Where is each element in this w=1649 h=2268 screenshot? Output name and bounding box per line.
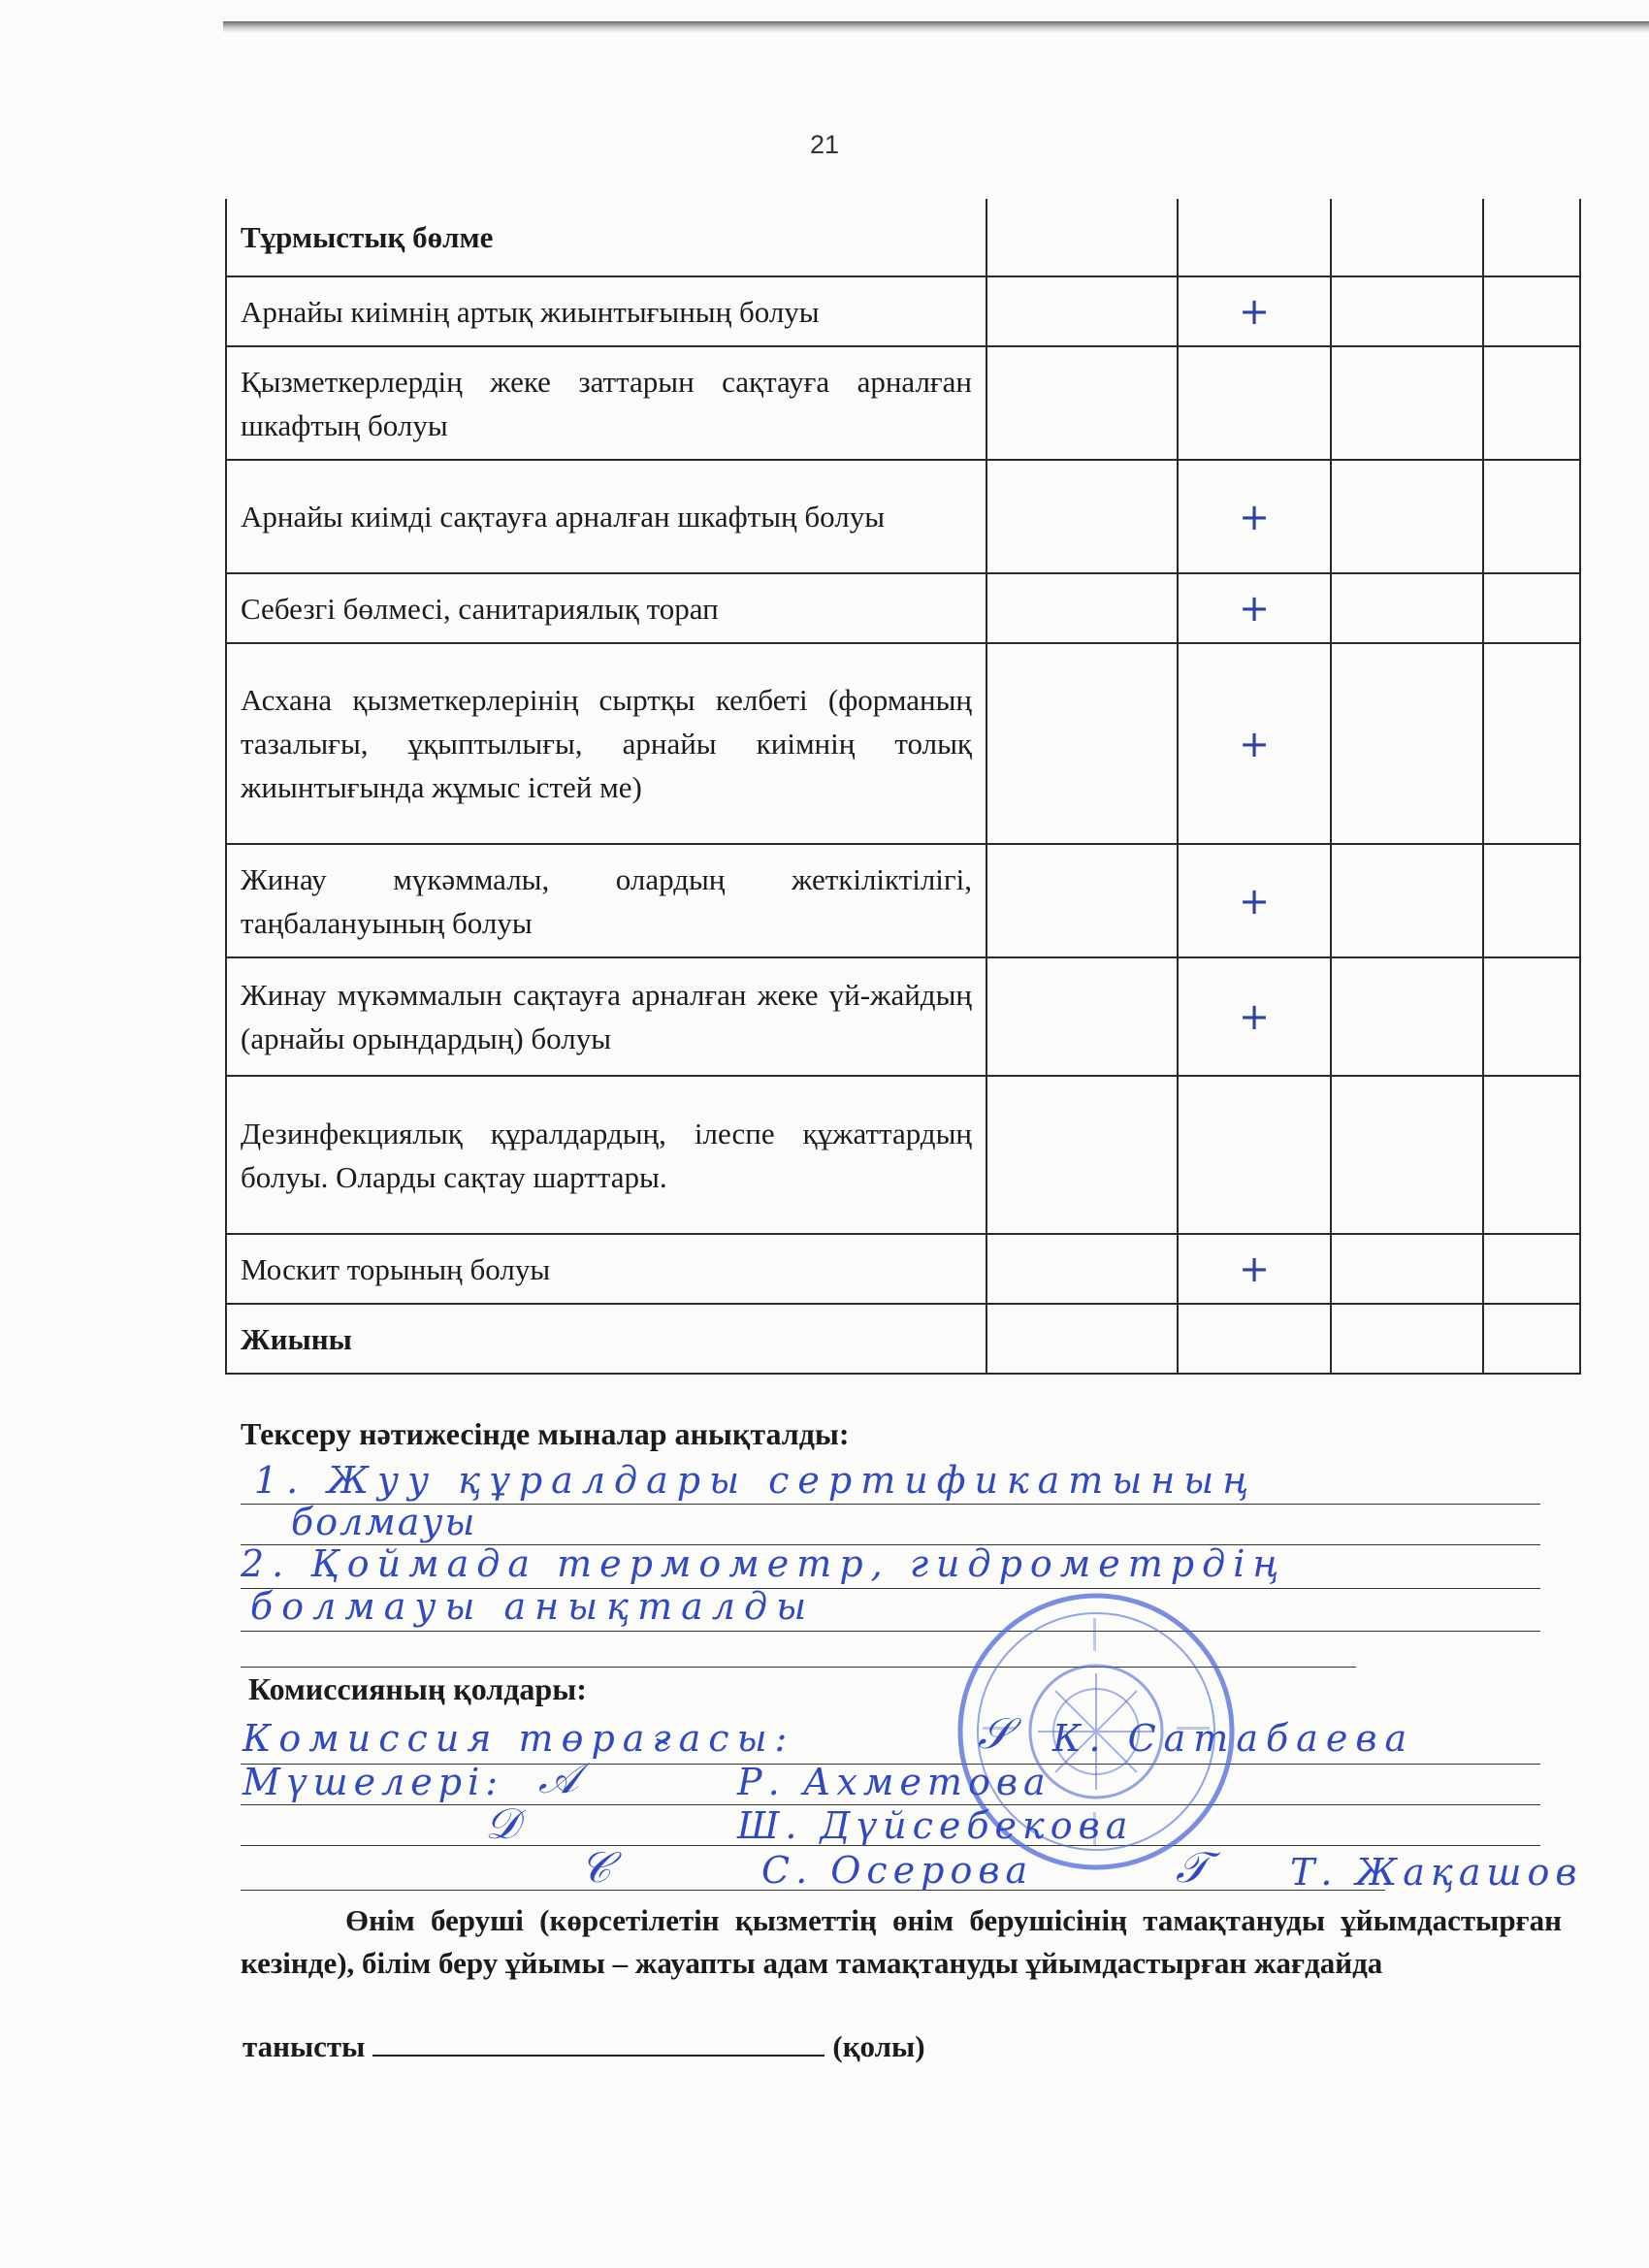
member-4-name: Т. Жақашов — [1290, 1851, 1583, 1894]
mark-value: + — [1239, 495, 1270, 538]
mark-cell — [1483, 1076, 1580, 1234]
commission-title: Комиссияның қолдары: — [248, 1671, 587, 1706]
criterion-label: Қызметкерлердің жеке заттарын сақтауға арналған шкафтың болуы — [241, 364, 972, 442]
criterion-label: Москит торының болуы — [241, 1251, 551, 1286]
criterion-cell — [226, 460, 986, 573]
chair-name: К. Сатабаева — [1052, 1717, 1415, 1760]
mark-cell — [1331, 957, 1483, 1076]
criterion-cell — [226, 276, 986, 346]
member-2-signature: 𝒟 — [485, 1799, 520, 1849]
signature-hint: (қолы) — [832, 2029, 925, 2063]
mark-cell — [986, 199, 1178, 276]
mark-cell — [986, 276, 1178, 346]
mark-cell — [1483, 1234, 1580, 1304]
table-row — [226, 1076, 1580, 1234]
findings-rule-4 — [241, 1631, 1540, 1632]
criterion-cell — [226, 199, 986, 276]
mark-cell — [1483, 276, 1580, 346]
acknowledgement — [242, 2027, 925, 2064]
mark-cell — [986, 957, 1178, 1076]
mark-cell — [1483, 957, 1580, 1076]
member-3-signature: 𝒞 — [580, 1843, 612, 1893]
mark-cell — [1331, 460, 1483, 573]
page-number: 21 — [809, 130, 840, 159]
members-role: Мүшелері: — [242, 1761, 504, 1803]
mark-cell — [1331, 1076, 1483, 1234]
table-row — [226, 643, 1580, 844]
member-3-name: С. Осерова — [761, 1849, 1034, 1892]
mark-value: + — [1239, 290, 1270, 333]
mark-cell — [1483, 573, 1580, 643]
chair-role: Комиссия төрағасы: — [242, 1717, 795, 1760]
mark-cell — [1178, 1234, 1331, 1304]
mark-cell — [1331, 844, 1483, 957]
mark-cell — [1178, 276, 1331, 346]
criterion-label: Тұрмыстық бөлме — [241, 220, 494, 254]
mark-cell — [1483, 643, 1580, 844]
criterion-cell — [226, 1234, 986, 1304]
mark-cell — [1331, 643, 1483, 844]
scan-edge-shadow — [223, 21, 1649, 33]
mark-cell — [986, 844, 1178, 957]
criterion-cell — [226, 573, 986, 643]
mark-cell — [986, 573, 1178, 643]
criterion-cell — [226, 957, 986, 1076]
member-1-signature: 𝒜 — [538, 1754, 579, 1803]
member-1-name: Р. Ахметова — [737, 1761, 1051, 1803]
chair-signature: 𝒮 — [978, 1709, 1012, 1759]
table-row — [226, 276, 1580, 346]
mark-cell — [1178, 199, 1331, 276]
table-row — [226, 844, 1580, 957]
mark-cell — [1331, 1304, 1483, 1374]
mark-cell — [1178, 573, 1331, 643]
mark-value: + — [1239, 995, 1270, 1038]
checklist-table — [225, 199, 1581, 1375]
mark-cell — [1178, 957, 1331, 1076]
mark-cell — [1178, 643, 1331, 844]
mark-cell — [986, 346, 1178, 460]
acknowledgement-label: танысты — [242, 2029, 366, 2063]
criterion-label: Жинау мүкәммалын сақтауға арналған жеке үй-жайдың (арнайы орындардың) болуы — [241, 978, 972, 1055]
table-row — [226, 957, 1580, 1076]
mark-value: + — [1239, 879, 1270, 923]
mark-cell — [1178, 460, 1331, 573]
mark-value: + — [1239, 722, 1270, 765]
table-row — [226, 460, 1580, 573]
criterion-cell — [226, 1304, 986, 1374]
mark-cell — [1331, 573, 1483, 643]
mark-cell — [986, 643, 1178, 844]
mark-cell — [1331, 1234, 1483, 1304]
findings-title: Тексеру нәтижесінде мыналар анықталды: — [241, 1416, 850, 1451]
criterion-label: Жинау мүкәммалы, олардың жеткіліктілігі, таңбалануының болуы — [241, 861, 972, 940]
mark-cell — [1483, 346, 1580, 460]
mark-cell — [1483, 1304, 1580, 1374]
table-row — [226, 1304, 1580, 1374]
finding-line-1: 1. Жуу құралдары сертификатының — [254, 1459, 1258, 1502]
mark-cell — [1331, 276, 1483, 346]
mark-value: + — [1239, 587, 1270, 630]
signature-line — [372, 2027, 824, 2057]
mark-cell — [1178, 844, 1331, 957]
mark-cell — [986, 460, 1178, 573]
table-row — [226, 1234, 1580, 1304]
producer-paragraph: Өнім беруші (көрсетілетін қызметтің өнім берушісінің тамақтануды ұйымдастырған кезінде), білім беру ұйымы – жауапты адам тамақтануды ұйымдастырған жағдайда — [241, 1903, 1562, 1980]
mark-cell — [1331, 199, 1483, 276]
table-row — [226, 346, 1580, 460]
criterion-cell — [226, 1076, 986, 1234]
mark-cell — [1483, 844, 1580, 957]
mark-cell — [1483, 199, 1580, 276]
table-row — [226, 573, 1580, 643]
mark-cell — [1178, 1304, 1331, 1374]
criterion-label: Жиыны — [241, 1321, 352, 1356]
criterion-label: Себезгі бөлмесі, санитариялық торап — [241, 591, 719, 626]
mark-cell — [1331, 346, 1483, 460]
criterion-label: Асхана қызметкерлерінің сыртқы келбеті (форманың тазалығы, ұқыптылығы, арнайы киімнің толық жиынтығында жұмыс істей ме) — [241, 683, 972, 804]
mark-cell — [986, 1234, 1178, 1304]
criterion-label: Арнайы киімнің артық жиынтығының болуы — [241, 294, 820, 329]
criterion-cell — [226, 346, 986, 460]
table-row — [226, 199, 1580, 276]
mark-cell — [1483, 460, 1580, 573]
criterion-cell — [226, 844, 986, 957]
criterion-cell — [226, 643, 986, 844]
member-4-signature: 𝒯 — [1176, 1843, 1209, 1893]
mark-cell — [986, 1304, 1178, 1374]
mark-cell — [1178, 346, 1331, 460]
finding-line-4: болмауы анықталды — [250, 1585, 816, 1628]
finding-line-2: болмауы — [291, 1501, 477, 1543]
mark-cell — [986, 1076, 1178, 1234]
member-2-name: Ш. Дүйсебекова — [737, 1804, 1134, 1847]
mark-value: + — [1239, 1247, 1270, 1290]
criterion-label: Арнайы киімді сақтауға арналған шкафтың болуы — [241, 500, 886, 534]
finding-line-3: 2. Қоймада термометр, гидрометрдің — [241, 1542, 1287, 1585]
mark-cell — [1178, 1076, 1331, 1234]
criterion-label: Дезинфекциялық құралдардың, ілеспе құжаттардың болуы. Оларды сақтау шарттары. — [241, 1116, 972, 1194]
